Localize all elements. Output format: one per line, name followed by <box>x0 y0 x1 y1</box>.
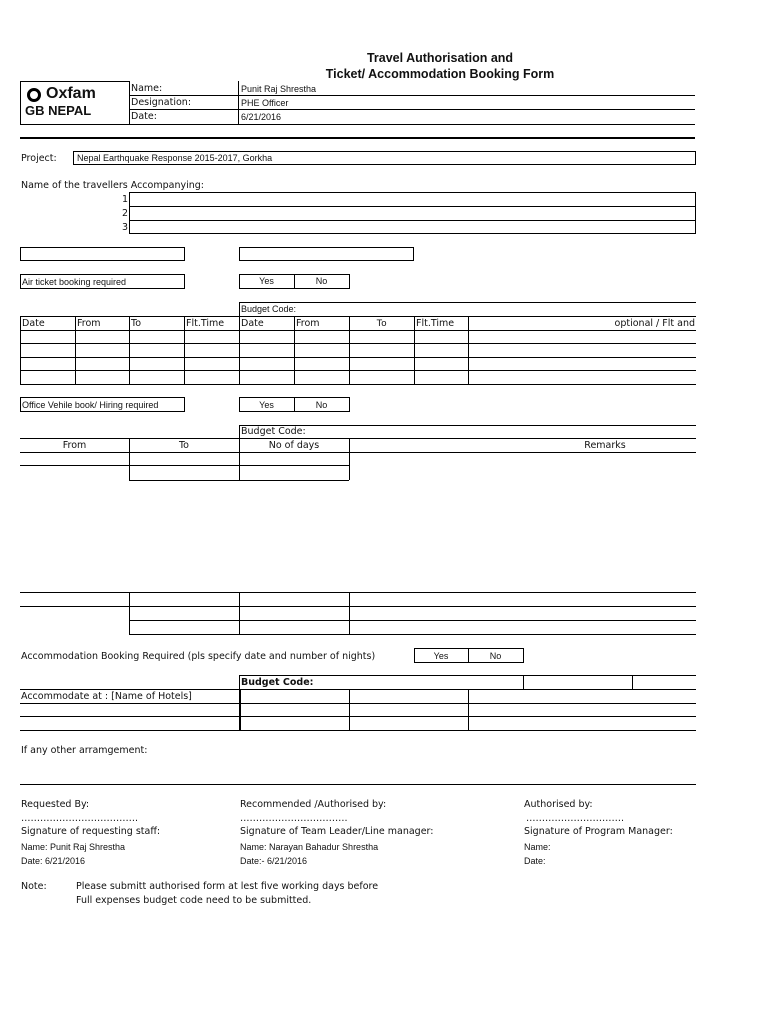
signature-pm-label: Signature of Program Manager: <box>524 826 673 837</box>
empty-field-left[interactable] <box>20 247 185 261</box>
empty-field-right[interactable] <box>239 247 414 261</box>
note-line-1: Please submitt authorised form at lest five working days before <box>76 881 379 892</box>
vehicle-yes[interactable]: Yes <box>259 400 274 410</box>
travellers-label: Name of the travellers Accompanying: <box>21 180 204 191</box>
signature-staff-label: Signature of requesting staff: <box>21 826 161 837</box>
air-ticket-label: Air ticket booking required <box>22 277 127 287</box>
hotel-label: Accommodate at : [Name of Hotels] <box>21 691 192 702</box>
name-label: Name: <box>131 83 163 94</box>
accommodation-no[interactable]: No <box>489 651 502 661</box>
note-line-2: Full expenses budget code need to be submitted. <box>76 895 312 906</box>
traveller-number-3: 3 <box>122 222 129 233</box>
recommended-by-label: Recommended /Authorised by: <box>240 799 387 810</box>
air-col-to: To <box>131 318 142 329</box>
vehicle-budget-code: Budget Code: <box>241 426 306 437</box>
air-col-flt-time: Flt.Time <box>186 318 225 329</box>
air-col-date: Date <box>22 318 45 329</box>
designation-label: Designation: <box>131 97 192 108</box>
air-ticket-no[interactable]: No <box>315 276 328 286</box>
traveller-number-2: 2 <box>122 208 129 219</box>
air-budget-code: Budget Code: <box>241 304 297 314</box>
oxfam-logo-icon <box>27 88 41 102</box>
logo-sub: GB NEPAL <box>25 103 92 118</box>
authorised-name: Name: <box>524 842 551 852</box>
vehicle-no[interactable]: No <box>315 400 328 410</box>
air-ticket-yes[interactable]: Yes <box>259 276 274 286</box>
vehicle-label: Office Vehile book/ Hiring required <box>22 400 159 410</box>
travellers-field[interactable] <box>129 192 696 234</box>
requested-by-label: Requested By: <box>21 799 90 810</box>
air-ticket-label-box <box>20 274 185 289</box>
signature-line-pm[interactable]: …………………………. <box>526 813 625 824</box>
vehicle-col-remarks: Remarks <box>584 440 626 451</box>
accommodation-yes[interactable]: Yes <box>433 651 449 661</box>
project-label: Project: <box>21 153 57 164</box>
designation-value: PHE Officer <box>241 98 289 108</box>
project-field[interactable] <box>73 151 696 165</box>
air-col-return-flt-time: Flt.Time <box>416 318 455 329</box>
air-col-return-date: Date <box>241 318 264 329</box>
logo-word: Oxfam <box>46 85 96 102</box>
vehicle-col-days: No of days <box>268 440 320 451</box>
air-col-from: From <box>77 318 101 329</box>
requested-name: Name: Punit Raj Shrestha <box>21 842 126 852</box>
date-value: 6/21/2016 <box>241 112 282 122</box>
authorised-by-label: Authorised by: <box>524 799 593 810</box>
project-value: Nepal Earthquake Response 2015-2017, Gorkha <box>77 153 273 163</box>
form-title-line2: Ticket/ Accommodation Booking Form <box>325 67 555 81</box>
form-title-line1: Travel Authorisation and <box>366 51 514 65</box>
accommodation-label: Accommodation Booking Required (pls specify date and number of nights) <box>21 651 376 662</box>
requested-date: Date: 6/21/2016 <box>21 856 86 866</box>
name-value: Punit Raj Shrestha <box>241 84 317 94</box>
accommodation-budget-code: Budget Code: <box>241 677 314 688</box>
vehicle-col-to: To <box>178 440 189 451</box>
note-label: Note: <box>21 881 47 892</box>
air-col-return-to: To <box>376 318 387 329</box>
air-col-return-from: From <box>296 318 320 329</box>
authorised-date: Date: <box>524 856 546 866</box>
recommended-date: Date:- 6/21/2016 <box>240 856 308 866</box>
air-col-optional: optional / Flt and <box>614 318 695 329</box>
other-arrangement-label: If any other arramgement: <box>21 745 148 756</box>
signature-line-leader[interactable]: ……………………………. <box>240 813 348 824</box>
recommended-name: Name: Narayan Bahadur Shrestha <box>240 842 379 852</box>
signature-line-staff[interactable]: ………………………………. <box>21 813 139 824</box>
vehicle-label-box <box>20 397 185 412</box>
date-label: Date: <box>131 111 157 122</box>
vehicle-col-from: From <box>62 440 87 451</box>
signature-leader-label: Signature of Team Leader/Line manager: <box>240 826 434 837</box>
traveller-number-1: 1 <box>122 194 129 205</box>
